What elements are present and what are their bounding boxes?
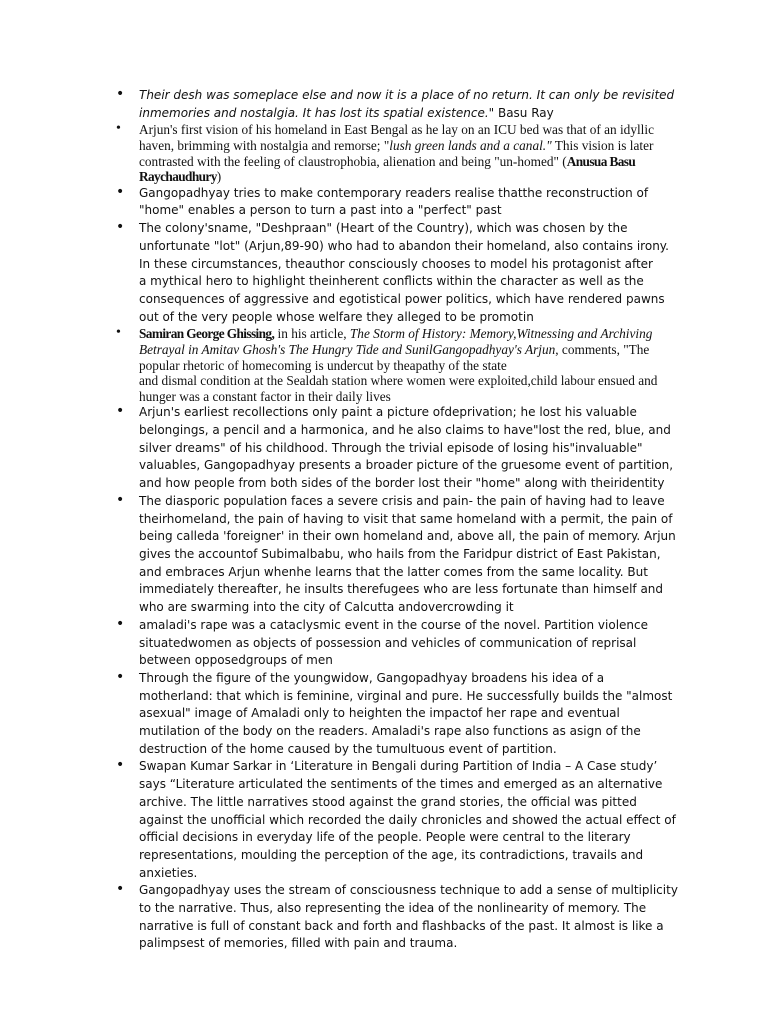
paragraph-text: and dismal condition at the Sealdah station where women were exploited,child labour ensued and hunger was a constant factor in their daily lives — [139, 373, 658, 404]
quote-text: lush green lands and a canal." — [389, 138, 552, 153]
paragraph-text: Swapan Kumar Sarkar in ‘Literature in Bengali during Partition of India – A Case study’ says “Literature articulated the sentiments of the times and emerged as an alternative archive. The little narratives stood against the grand stories, the official was pitted against the unofficial which recorded the daily chronicles and showed the actual effect of official decisions in everyday life of the people. People were central to the literary representations, moulding the perception of the age, its contradictions, travails and anxieties. — [139, 759, 676, 880]
paragraph-text: This vision is later contrasted with the feeling of claustrophobia, alienation and being "un-homed" ( — [139, 138, 654, 169]
paragraph-text: The diasporic population faces a severe crisis and pain- the pain of having had to leave theirhomeland, the pain of having to visit that same homeland with a permit, the pain of being calleda 'foreigner' in their own homeland and, above all, the pain of memory. Arjun gives the accountof Subimalbabu, who hails from the Faridpur district of East Pakistan, and embraces Arjun whenhe learns that the latter comes from the same locality. But immediately thereafter, he insults therefugees who are less fortunate than himself and who are swarming into the city of Calcutta andovercrowding it — [139, 493, 676, 615]
bullet-deshpraan-colony — [139, 220, 679, 326]
bullet-list — [139, 87, 679, 953]
bullet-diasporic-population — [139, 493, 679, 617]
author-name: Anusua Basu Raychaudhury — [139, 153, 636, 185]
paragraph-text: Through the figure of the youngwidow, Gangopadhyay broadens his idea of a motherland: that which is feminine, virginal and pure. He successfully builds the "almost asexual" image of Amaladi only to heighten the impactof her rape and eventual mutilation of the body on the readers. Amaladi's rape also functions as asign of the destruction of the home caused by the tumultuous event of partition. — [139, 670, 673, 756]
paragraph-text: Arjun's earliest recollections only paint a picture ofdeprivation; he lost his valuable belongings, a pencil and a harmonica, and he also claims to have"lost the red, blue, and silver dreams" of his childhood. Through the trivial episode of losing his"invaluable" valuables, Gangopadhyay presents a broader picture of the gruesome event of partition, and how people from both sides of the border lost their "home" along with theiridentity — [139, 405, 674, 491]
attribution: Basu Ray — [494, 105, 554, 120]
bullet-ghissing-article — [139, 326, 679, 404]
paragraph-text: ) — [216, 169, 222, 185]
bullet-reconstruction-of-home — [139, 185, 679, 220]
article-title: The Storm of History: Memory,Witnessing and Archiving Betrayal in Amitav Ghosh's The Hungry Tide and SunilGangopadhyay's Arjun — [139, 326, 653, 357]
paragraph-text: The colony'sname, "Deshpraan" (Heart of the Country), which was chosen by the unfortunate "lot" (Arjun,89-90) who had to abandon their homeland, also contains irony. In these circumstances, theauthor consciously chooses to model his protagonist after — [139, 221, 669, 271]
bullet-amaladi-rape — [139, 617, 679, 670]
paragraph-text: Gangopadhyay tries to make contemporary readers realise thatthe reconstruction of "home" enables a person to turn a past into a "perfect" past — [139, 185, 649, 218]
bullet-stream-of-consciousness — [139, 882, 679, 953]
paragraph-text: Arjun's first vision of his homeland in East Bengal as he lay on an ICU bed was that of an idyllic haven, brimming with nostalgia and remorse; " — [139, 122, 654, 153]
bullet-young-widow — [139, 670, 679, 759]
bullet-sarkar-literature — [139, 758, 679, 882]
paragraph-text: , comments, "The popular rhetoric of homecoming is undercut by theapathy of the state — [139, 342, 650, 373]
author-name: Samiran George Ghissing, — [139, 326, 275, 342]
bullet-arjun-first-vision — [139, 122, 679, 184]
quote-text: Their desh was someplace else and now it is a place of no return. It can only be revisited inmemories and nostalgia. It has lost its spatial existence." — [139, 88, 675, 120]
bullet-earliest-recollections — [139, 404, 679, 493]
paragraph-text: amaladi's rape was a cataclysmic event in the course of the novel. Partition violence situatedwomen as objects of possession and vehicles of communication of reprisal between opposedgroups of men — [139, 617, 649, 668]
paragraph-text: a mythical hero to highlight theinherent conflicts within the character as well as the consequences of aggressive and egotistical power politics, which have rendered pawns out of the very people whose welfare they alleged to be promotin — [139, 274, 665, 324]
paragraph-text: Gangopadhyay uses the stream of consciousness technique to add a sense of multiplicity to the narrative. Thus, also representing the idea of the nonlinearity of memory. The narrative is full of constant back and forth and flashbacks of the past. It almost is like a palimpsest of memories, filled with pain and trauma. — [139, 883, 678, 951]
bullet-basu-ray-quote — [139, 87, 679, 122]
paragraph-text: in his article, — [274, 326, 350, 342]
